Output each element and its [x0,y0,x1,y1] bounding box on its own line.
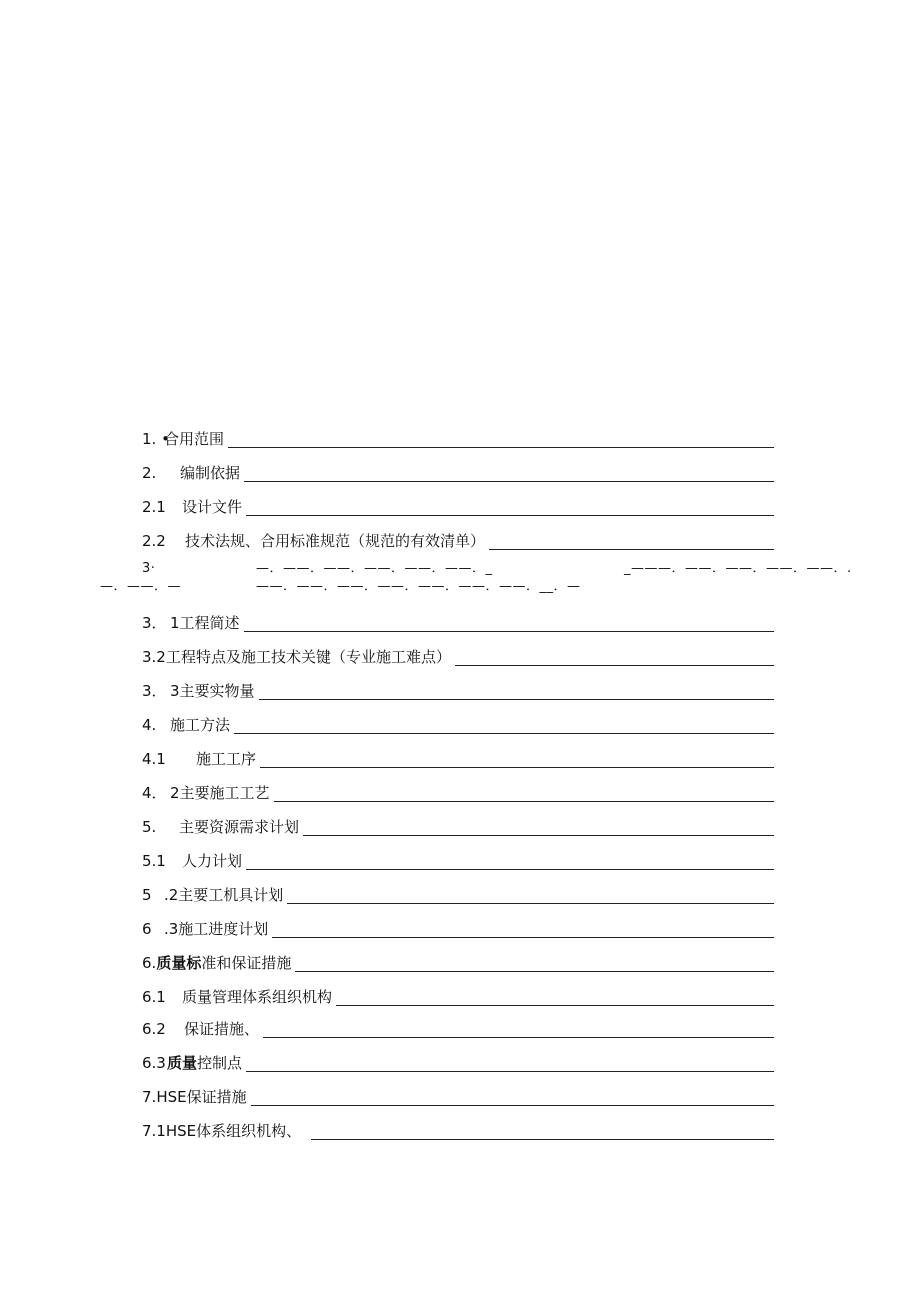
toc-title: 施工工序 [196,750,257,768]
toc-leader-line [246,855,774,870]
toc-number: 4. [142,716,157,734]
toc-entry [142,814,774,836]
toc-entry [142,460,774,482]
toc-title: 主要资源需求计划 [179,818,300,836]
toc-entry [142,610,774,632]
toc-number: 6.3 [142,1054,166,1072]
toc-number: 7.1 [142,1122,166,1140]
toc-leader-line [260,753,774,768]
toc-title: HSE保证措施 [156,1088,247,1106]
garbled-dash-line: _———．——．——．——．——．. [624,561,852,576]
toc-number: 3． [142,682,167,700]
toc-title: 控制点 [197,1054,243,1072]
toc-number: 6.1 [142,988,166,1006]
toc-number: 5 [142,886,152,904]
toc-number: 5. [142,818,157,836]
toc-leader-line [246,1057,774,1072]
toc-entry [142,1118,774,1140]
toc-leader-line [246,501,774,516]
toc-title: 人力计划 [182,852,243,870]
toc-entry [142,426,774,448]
toc-title: 合用范围 [164,430,225,448]
toc-leader-line [303,821,774,836]
toc-leader-line [274,787,774,802]
toc-number: 5.1 [142,852,166,870]
toc-entry [142,678,774,700]
toc-entry [142,494,774,516]
toc-title-bold: 质量标 [156,954,202,972]
toc-entry [142,1016,774,1038]
toc-title: HSE体系组织机构、 [165,1122,302,1140]
toc-title: 1工程简述 [170,614,240,632]
toc-title: 2主要施工工艺 [170,784,270,802]
toc-entry [142,882,774,904]
toc-number: 2.2 [142,532,166,550]
toc-number: 3· [142,561,156,576]
toc-leader-line [272,923,774,938]
toc-entry [142,848,774,870]
toc-entry [142,712,774,734]
toc-title: .2主要工机具计划 [164,886,284,904]
garbled-dash-line: —．——．——．——．——．——．_ [256,561,493,576]
garbled-dash-line: ——．——．——．——．——．——．——．__．— [256,579,581,594]
toc-title: 3主要实物量 [170,682,255,700]
toc-title: 技术法规、合用标准规范（规范的有效清单） [185,532,486,550]
toc-leader-line [489,535,774,550]
toc-title: 工程特点及施工技术关键（专业施工难点） [166,648,452,666]
toc-entry [142,528,774,550]
toc-leader-line [234,719,774,734]
toc-number: 1. • [142,430,170,448]
toc-number: 7. [142,1088,157,1106]
toc-leader-line [263,1023,774,1038]
toc-title: 保证措施、 [184,1020,260,1038]
toc-title: 编制依据 [180,464,241,482]
toc-number: 2.1 [142,498,166,516]
toc-title: 设计文件 [182,498,243,516]
toc-leader-line [287,889,774,904]
toc-number: 6 [142,920,152,938]
toc-entry [142,950,774,972]
toc-entry [142,746,774,768]
toc-entry [142,984,774,1006]
toc-title: 质量管理体系组织机构 [182,988,333,1006]
toc-number: 2. [142,464,157,482]
toc-leader-line [259,685,774,700]
toc-leader-line [244,467,774,482]
garbled-dash-line: —．——．— [100,579,182,594]
toc-title-bold: 质量 [167,1054,198,1072]
toc-number: 6.2 [142,1020,166,1038]
toc-entry [142,1084,774,1106]
toc-number: 4.1 [142,750,166,768]
toc-leader-line [336,991,774,1006]
toc-entry [142,644,774,666]
toc-leader-line [455,651,774,666]
toc-leader-line [244,617,774,632]
toc-title: 准和保证措施 [201,954,292,972]
toc-number: 3． [142,614,167,632]
toc-leader-line [311,1125,774,1140]
toc-leader-line [295,957,774,972]
toc-title: 施工方法 [170,716,231,734]
toc-title: .3施工进度计划 [164,920,269,938]
toc-entry [142,780,774,802]
toc-number: 4． [142,784,167,802]
toc-number: 6. [142,954,157,972]
toc-leader-line [228,433,774,448]
toc-leader-line [251,1091,774,1106]
toc-entry [142,1050,774,1072]
toc-number: 3.2 [142,648,166,666]
toc-entry [142,916,774,938]
